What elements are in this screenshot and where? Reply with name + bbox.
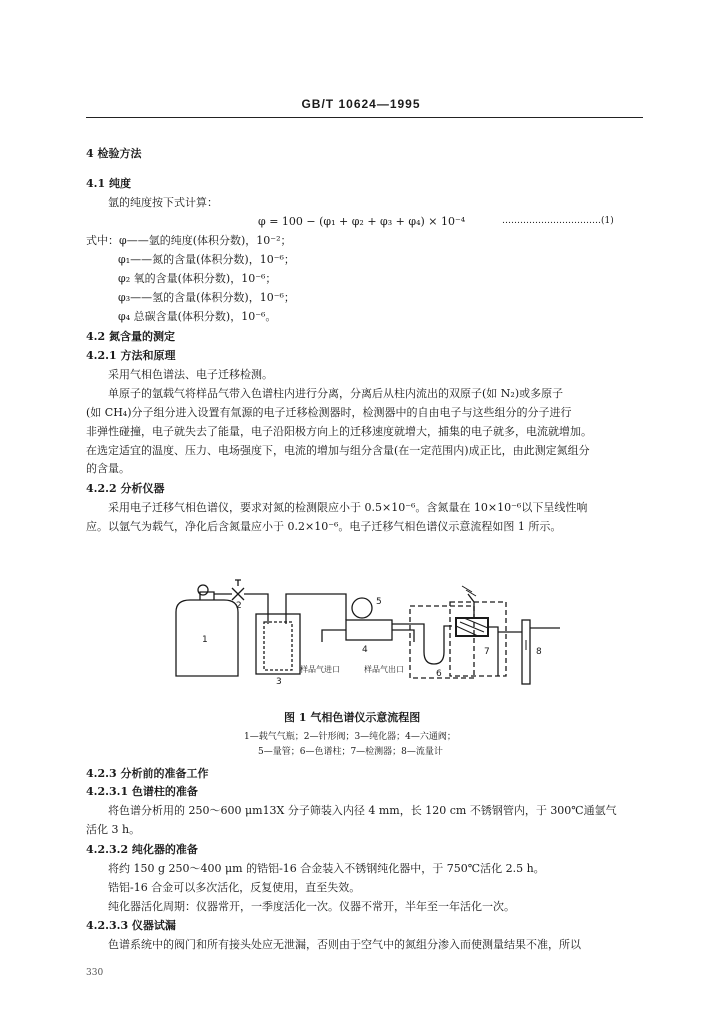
sample-outlet-label: 样品气出口 [364, 665, 404, 674]
section-4-2-1-line3: 非弹性碰撞，电子就失去了能量，电子沿阳极方向上的迁移速度就增大，捕集的电子就多，电流就增加。 [86, 425, 592, 438]
column-oven [410, 606, 474, 678]
section-4-2-3-2-text1: 将约 150 g 250～400 μm 的锆铝-16 合金装入不锈钢纯化器中，于 750℃活化 2.5 h。 [108, 862, 545, 875]
sample-loop [352, 598, 372, 618]
section-4-2-3-1-title: 4.2.3.1 色谱柱的准备 [86, 785, 198, 798]
cylinder-valve-icon [198, 585, 208, 595]
section-4-2-3-2-text3: 纯化器活化周期：仪器常开，一季度活化一次。仪器不常开，半年至一年活化一次。 [108, 900, 515, 913]
figure-caption: 图 1 气相色谱仪示意流程图 [284, 711, 421, 724]
section-4-2-3-1-line1: 将色谱分析用的 250～600 μm13X 分子筛装入内径 4 mm，长 120 cm 不锈钢管内，于 300℃通氩气 [108, 804, 617, 817]
section-4-2-1-line5: 的含量。 [86, 462, 130, 475]
section-4-title: 4 检验方法 [86, 147, 142, 160]
formula: φ = 100 − (φ₁ + φ₂ + φ₃ + φ₄) × 10⁻⁴ [258, 215, 466, 228]
section-4-2-title: 4.2 氮含量的测定 [86, 330, 175, 343]
definition-2: φ₂ 氧的含量(体积分数)，10⁻⁶； [118, 272, 277, 285]
six-way-valve [346, 620, 392, 640]
definition-1: φ₁——氮的含量(体积分数)，10⁻⁶； [118, 253, 295, 266]
section-4-2-1-line1: 单原子的氩载气将样品气带入色谱柱内进行分离，分离后从柱内流出的双原子(如 N₂)或多原子 [108, 387, 564, 400]
definition-0: 式中：φ——氩的纯度(体积分数)，10⁻²； [86, 234, 292, 247]
label-2: 2 [236, 601, 242, 611]
definition-4: φ₄ 总碳含量(体积分数)，10⁻⁶。 [118, 310, 277, 323]
section-4-2-1-text1: 采用气相色谱法、电子迁移检测。 [108, 368, 273, 381]
formula-number: ……………………………(1) [502, 216, 614, 226]
section-4-2-3-3-title: 4.2.3.3 仪器试漏 [86, 919, 176, 932]
section-4-2-1-line2: (如 CH₄)分子组分进入设置有氚源的电子迁移检测器时，检测器中的自由电子与这些组分的分子进行 [86, 406, 572, 419]
label-6: 6 [436, 669, 442, 679]
page-number: 330 [86, 968, 104, 978]
section-4-2-3-3-text1: 色谱系统中的阀门和所有接头处应无泄漏，否则由于空气中的氮组分渗入而使测量结果不准，所以 [108, 938, 581, 951]
figure-legend-line1: 1—载气气瓶；2—针形阀；3—纯化器；4—六通阀； [244, 732, 456, 742]
label-3: 3 [276, 677, 282, 687]
section-4-2-2-line2: 应。以氩气为载气，净化后含氮量应小于 0.2×10⁻⁶。电子迁移气相色谱仪示意流程如图 1 所示。 [86, 520, 562, 533]
section-4-2-2-line1: 采用电子迁移气相色谱仪，要求对氮的检测限应小于 0.5×10⁻⁶。含氮量在 10×10⁻⁶以下呈线性响 [108, 501, 588, 514]
section-4-2-1-title: 4.2.1 方法和原理 [86, 349, 176, 362]
definition-3: φ₃——氢的含量(体积分数)，10⁻⁶； [118, 291, 295, 304]
section-4-2-3-title: 4.2.3 分析前的准备工作 [86, 767, 209, 780]
sample-inlet-label: 样品气进口 [300, 665, 340, 674]
label-4: 4 [362, 645, 368, 655]
section-4-2-3-1-line2: 活化 3 h。 [86, 823, 141, 836]
needle-valve-icon [232, 588, 244, 600]
running-header: GB/T 10624—1995 [301, 97, 421, 111]
section-4-2-2-title: 4.2.2 分析仪器 [86, 482, 165, 495]
section-4-1-text: 氩的纯度按下式计算： [108, 196, 218, 209]
label-8: 8 [536, 647, 542, 657]
flow-meter [522, 620, 530, 684]
section-4-2-1-line4: 在选定适宜的温度、压力、电场强度下，电流的增加与组分含量(在一定范围内)成正比，由此测定氮组分 [86, 444, 590, 457]
label-5: 5 [376, 597, 382, 607]
section-4-1-title: 4.1 纯度 [86, 177, 131, 190]
section-4-2-3-2-text2: 锆铝-16 合金可以多次活化，反复使用，直至失效。 [108, 881, 361, 894]
figure-legend-line2: 5—量管；6—色谱柱；7—检测器；8—流量计 [258, 747, 443, 757]
label-1: 1 [202, 635, 208, 645]
purifier [256, 614, 300, 674]
section-4-2-3-2-title: 4.2.3.2 纯化器的准备 [86, 843, 198, 856]
label-7: 7 [484, 647, 490, 657]
